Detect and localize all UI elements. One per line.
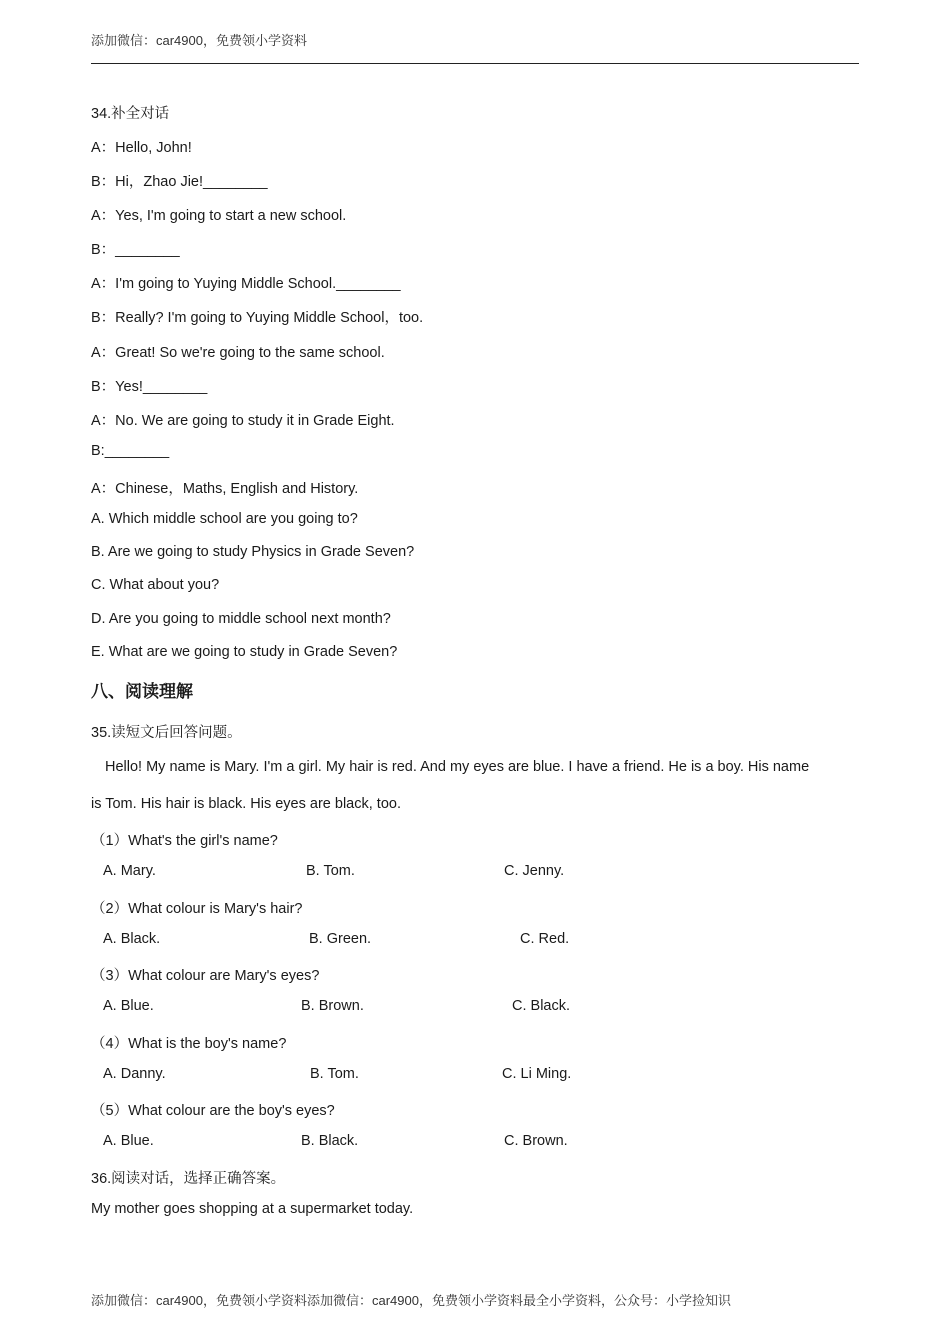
choice-a: A. Danny. <box>103 1066 166 1082</box>
choice-c: C. Red. <box>520 931 570 947</box>
choice-a: A. Black. <box>103 931 161 947</box>
choice-a: A. Blue. <box>103 998 154 1014</box>
sub-question: （3）What colour are Mary's eyes? <box>91 968 320 984</box>
sub-question: （4）What is the boy's name? <box>91 1036 287 1052</box>
dialogue-line: A：Great! So we're going to the same school. <box>91 345 385 361</box>
dialogue-line: B：Really? I'm going to Yuying Middle School，too. <box>91 310 424 326</box>
dialogue-line: A：Yes, I'm going to start a new school. <box>91 208 347 224</box>
sub-question: （5）What colour are the boy's eyes? <box>91 1103 335 1119</box>
dialogue-line: A：No. We are going to study it in Grade Eight. <box>91 413 395 429</box>
choice-c: C. Jenny. <box>504 863 565 879</box>
choice-b: B. Black. <box>301 1133 359 1149</box>
choice-c: C. Brown. <box>504 1133 568 1149</box>
dialogue-line: A：Chinese，Maths, English and History. <box>91 481 359 497</box>
answer-option: C. What about you? <box>91 577 220 593</box>
answer-option: D. Are you going to middle school next month? <box>91 611 391 627</box>
dialogue-intro: My mother goes shopping at a supermarket today. <box>91 1201 414 1217</box>
dialogue-line: B：Yes!________ <box>91 379 208 395</box>
choice-b: B. Tom. <box>306 863 355 879</box>
choice-b: B. Tom. <box>310 1066 359 1082</box>
choice-b: B. Brown. <box>301 998 364 1014</box>
header-divider <box>91 63 859 64</box>
page-footer: 添加微信：car4900，免费领小学资料添加微信：car4900，免费领小学资料最全小学资料，公众号：小学捡知识 <box>91 1293 731 1308</box>
answer-option: B. Are we going to study Physics in Grade Seven? <box>91 544 415 560</box>
dialogue-line: B：________ <box>91 242 180 258</box>
question-34-title: 34.补全对话 <box>91 106 170 122</box>
choice-b: B. Green. <box>309 931 372 947</box>
question-36-title: 36.阅读对话，选择正确答案。 <box>91 1171 286 1187</box>
sub-question: （1）What's the girl's name? <box>91 833 278 849</box>
reading-passage-line: Hello! My name is Mary. I'm a girl. My hair is red. And my eyes are blue. I have a friend. He is a boy. His name <box>105 759 810 775</box>
dialogue-line: A：Hello, John! <box>91 140 192 156</box>
choice-a: A. Blue. <box>103 1133 154 1149</box>
choice-c: C. Li Ming. <box>502 1066 572 1082</box>
reading-passage-line: is Tom. His hair is black. His eyes are black, too. <box>91 796 401 812</box>
choice-a: A. Mary. <box>103 863 156 879</box>
choice-c: C. Black. <box>512 998 571 1014</box>
page-header: 添加微信：car4900，免费领小学资料 <box>91 33 307 48</box>
dialogue-line: B：Hi，Zhao Jie!________ <box>91 174 268 190</box>
dialogue-line: B:________ <box>91 443 170 459</box>
answer-option: E. What are we going to study in Grade Seven? <box>91 644 398 660</box>
section-heading: 八、阅读理解 <box>91 682 193 701</box>
answer-option: A. Which middle school are you going to? <box>91 511 358 527</box>
question-35-title: 35.读短文后回答问题。 <box>91 725 242 741</box>
dialogue-line: A：I'm going to Yuying Middle School.________ <box>91 276 401 292</box>
sub-question: （2）What colour is Mary's hair? <box>91 901 303 917</box>
